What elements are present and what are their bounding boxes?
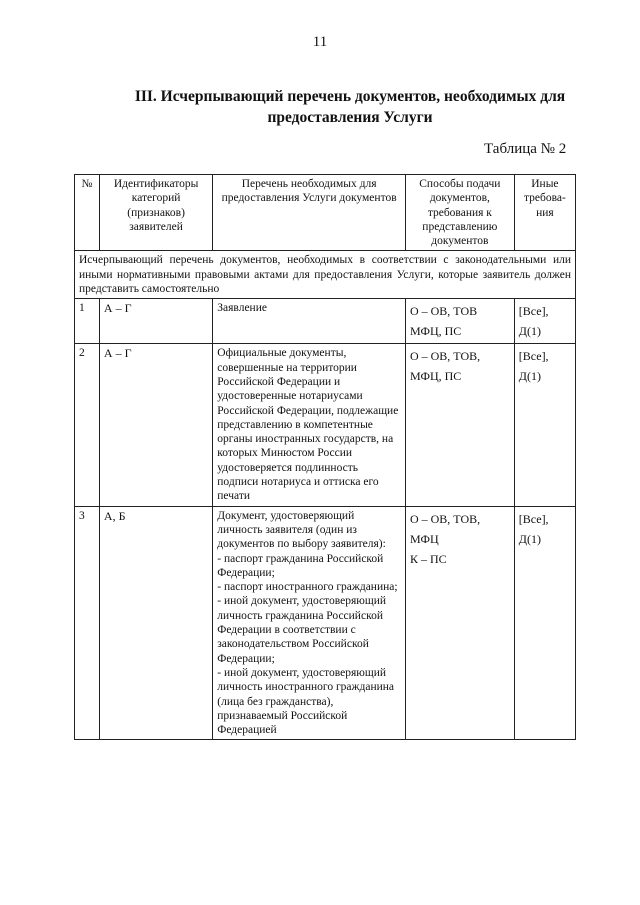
document-line: - паспорт иностранного гражданина; <box>217 581 398 594</box>
method-line: К – ПС <box>409 551 447 566</box>
row-identifiers: А – Г <box>99 299 212 344</box>
span-row-text: Исчерпывающий перечень документов, необходимых в соответствии с законодательными или иными нормативными правовыми актами для предоставления Услуги, которые заявитель должен представить самостоятельно <box>75 251 576 299</box>
table-row <box>75 299 576 344</box>
row-identifiers: А – Г <box>99 344 212 506</box>
requirement-line: [Все], <box>518 349 549 364</box>
document-line: Документ, удостоверяющий личность заявителя (один из документов по выбору заявителя): <box>217 509 386 551</box>
header-methods: Способы подачи документов, требования к представлению документов <box>405 175 514 251</box>
requirement-line: Д(1) <box>518 369 541 384</box>
table-header-row <box>75 175 576 251</box>
table-span-row <box>75 251 576 299</box>
section-title-line-1: III. Исчерпывающий перечень документов, необходимых для <box>134 88 566 105</box>
row-identifiers: А, Б <box>99 506 212 740</box>
document-line: Официальные документы, совершенные на территории Российской Федерации и удостоверенные нотариусами Российской Федерации, подлежащие представлению в компетентные органы иностранных государств, на которых Минюстом России удостоверяется подлинность подписи нотариуса и оттиска его печати <box>217 347 399 503</box>
row-methods <box>405 506 514 740</box>
row-methods <box>405 299 514 344</box>
header-documents: Перечень необходимых для предоставления Услуги документов <box>213 175 406 251</box>
section-title <box>90 86 610 128</box>
table-row <box>75 506 576 740</box>
row-number: 1 <box>75 299 100 344</box>
method-line: О – ОВ, ТОВ <box>409 304 478 319</box>
row-other-requirements <box>514 506 575 740</box>
row-other-requirements <box>514 344 575 506</box>
requirement-line: Д(1) <box>518 324 541 339</box>
row-number: 2 <box>75 344 100 506</box>
table-caption: Таблица № 2 <box>484 141 567 157</box>
row-number: 3 <box>75 506 100 740</box>
method-line: О – ОВ, ТОВ, <box>409 511 481 526</box>
method-line: МФЦ, ПС <box>409 369 462 384</box>
row-documents <box>213 506 406 740</box>
page-number: 11 <box>312 34 328 50</box>
documents-table <box>74 174 576 740</box>
document-line: Заявление <box>217 302 267 315</box>
table-row <box>75 344 576 506</box>
row-documents <box>213 299 406 344</box>
requirement-line: [Все], <box>518 304 549 319</box>
method-line: МФЦ, ПС <box>409 324 462 339</box>
requirement-line: [Все], <box>518 511 549 526</box>
header-other-requirements: Иные требова-ния <box>514 175 575 251</box>
requirement-line: Д(1) <box>518 531 541 546</box>
method-line: О – ОВ, ТОВ, <box>409 349 481 364</box>
document-line: - иной документ, удостоверяющий личность иностранного гражданина (лица без гражданства), признаваемый Российской Федерацией <box>217 666 395 737</box>
header-num: № <box>75 175 100 251</box>
document-line: - иной документ, удостоверяющий личность гражданина Российской Федерации в соответствии с законодательством Российской Федерации; <box>217 595 387 665</box>
method-line: МФЦ <box>409 531 439 546</box>
section-title-line-2: предоставления Услуги <box>267 109 433 126</box>
document-line: - паспорт гражданина Российской Федерации; <box>217 552 384 579</box>
row-documents <box>213 344 406 506</box>
row-methods <box>405 344 514 506</box>
header-identifiers: Идентификаторы категорий (признаков) заявителей <box>99 175 212 251</box>
row-other-requirements <box>514 299 575 344</box>
